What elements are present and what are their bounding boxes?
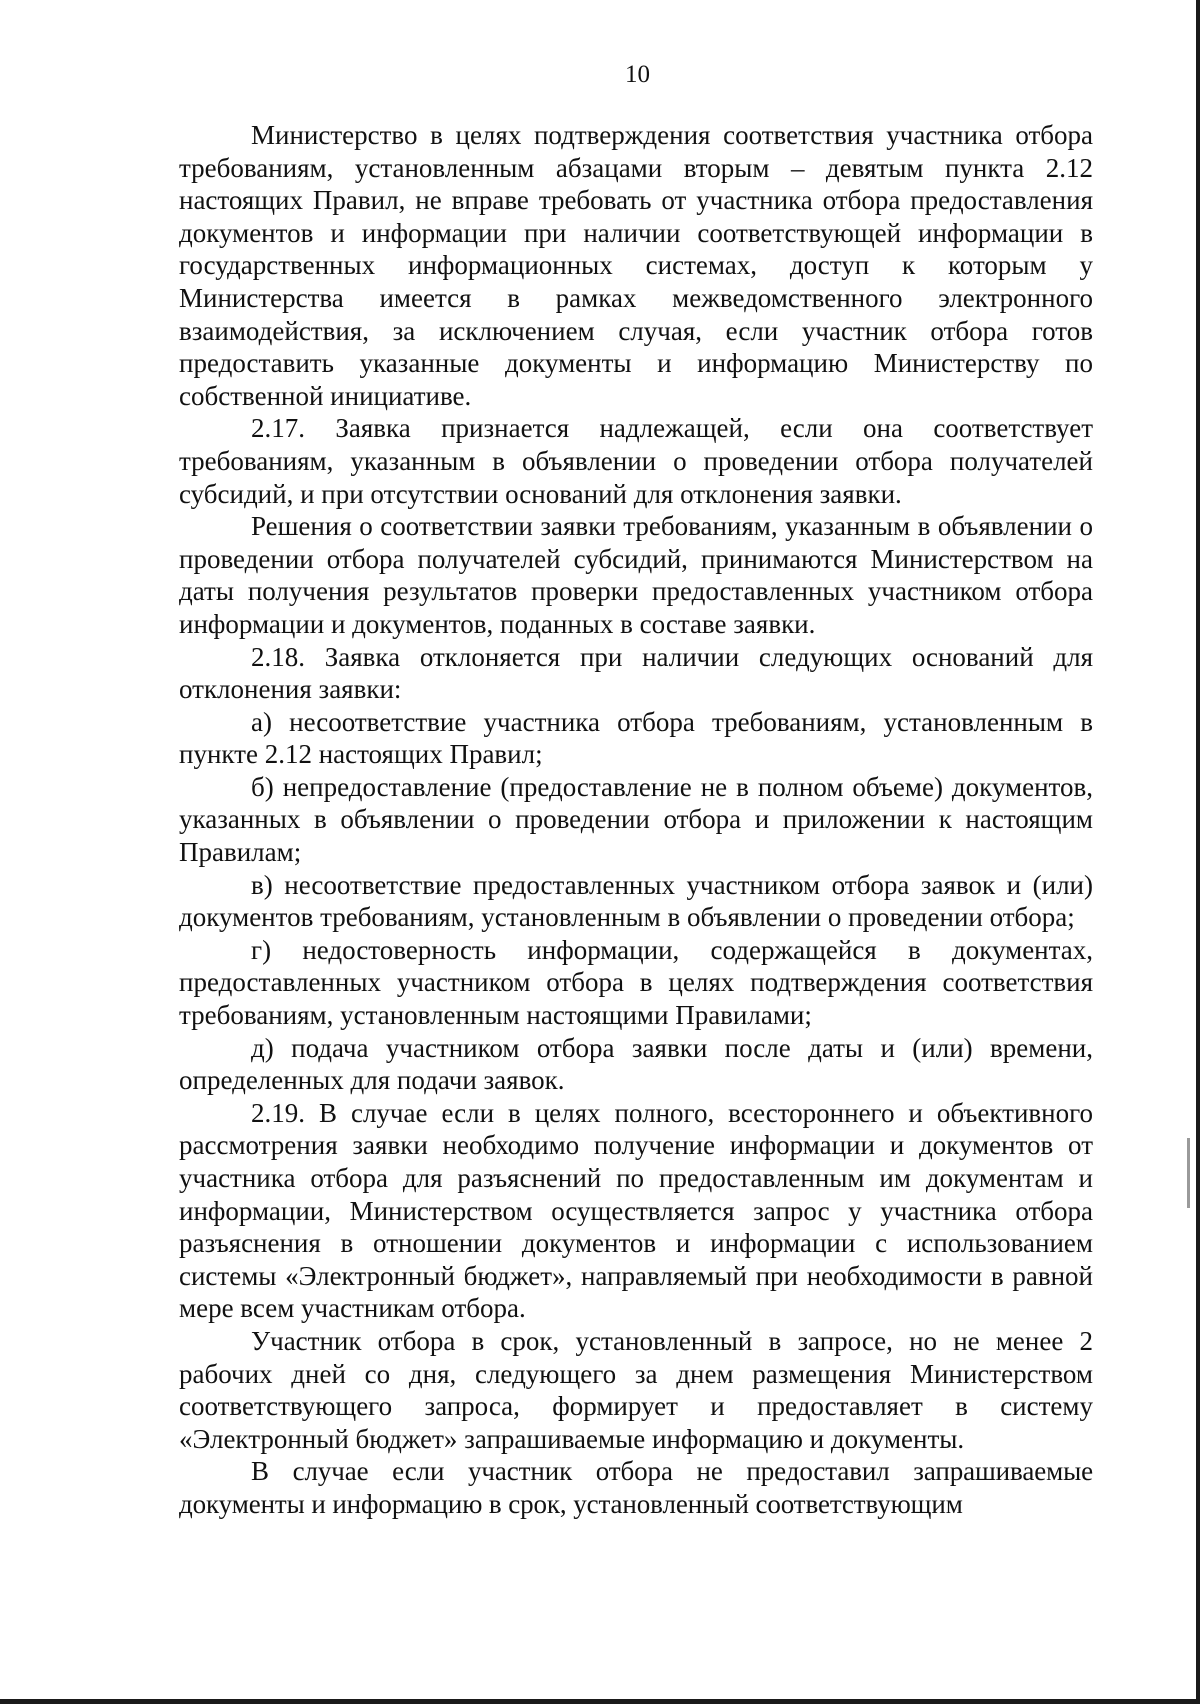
paragraph-2-17: 2.17. Заявка признается надлежащей, если она соответствует требованиям, указанным в объявлении о проведении отбора получателей субсидий, и при отсутствии оснований для отклонения заявки. [179,413,1093,509]
paragraph-decisions: Решения о соответствии заявки требованиям, указанным в объявлении о проведении отбора получателей субсидий, принимаются Министерством на даты получения результатов проверки предоставленных участником отбора информации и документов, поданных в составе заявки. [179,511,1093,639]
list-item-d: д) подача участником отбора заявки после даты и (или) времени, определенных для подачи заявок. [179,1032,1093,1096]
scan-edge-bottom [0,1699,1200,1704]
list-item-g: г) недостоверность информации, содержащейся в документах, предоставленных участником отбора в целях подтверждения соответствия требованиям, установленным настоящими Правилами; [179,934,1093,1031]
paragraph-participant-deadline: Участник отбора в срок, установленный в запросе, но не менее 2 рабочих дней со дня, следующего за днем размещения Министерством соответствующего запроса, формирует и предоставляет в систему «Электронный бюджет» запрашиваемые информацию и документы. [179,1325,1093,1454]
document-body [179,119,1093,1521]
scan-artifact-mark [1187,1138,1190,1208]
paragraph-2-18: 2.18. Заявка отклоняется при наличии следующих оснований для отклонения заявки: [179,641,1093,705]
list-item-b: б) непредоставление (предоставление не в полном объеме) документов, указанных в объявлении о проведении отбора и приложении к настоящим Правилам; [179,771,1093,868]
list-item-v: в) несоответствие предоставленных участником отбора заявок и (или) документов требованиям, установленным в объявлении о проведении отбора; [179,869,1093,933]
list-item-a: а) несоответствие участника отбора требованиям, установленным в пункте 2.12 настоящих Правил; [179,706,1093,770]
paragraph-ministry-verification: Министерство в целях подтверждения соответствия участника отбора требованиям, установленным абзацами вторым – девятым пункта 2.12 настоящих Правил, не вправе требовать от участника отбора предоставления документов и информации при наличии соответствующей информации в государственных информационных системах, доступ к которым у Министерства имеется в рамках межведомственного электронного взаимодействия, за исключением случая, если участник отбора готов предоставить указанные документы и информацию Министерству по собственной инициативе. [179,120,1093,411]
page-number: 10 [625,61,650,88]
scan-edge-right [1196,0,1200,1704]
paragraph-2-19: 2.19. В случае если в целях полного, всестороннего и объективного рассмотрения заявки необходимо получение информации и документов от участника отбора для разъяснений по предоставленным им документам и информации, Министерством осуществляется запрос у участника отбора разъяснения в отношении документов и информации с использованием системы «Электронный бюджет», направляемый при необходимости в равной мере всем участникам отбора. [179,1097,1093,1324]
paragraph-failure-to-provide: В случае если участник отбора не предоставил запрашиваемые документы и информацию в срок, установленный соответствующим [179,1456,1093,1519]
